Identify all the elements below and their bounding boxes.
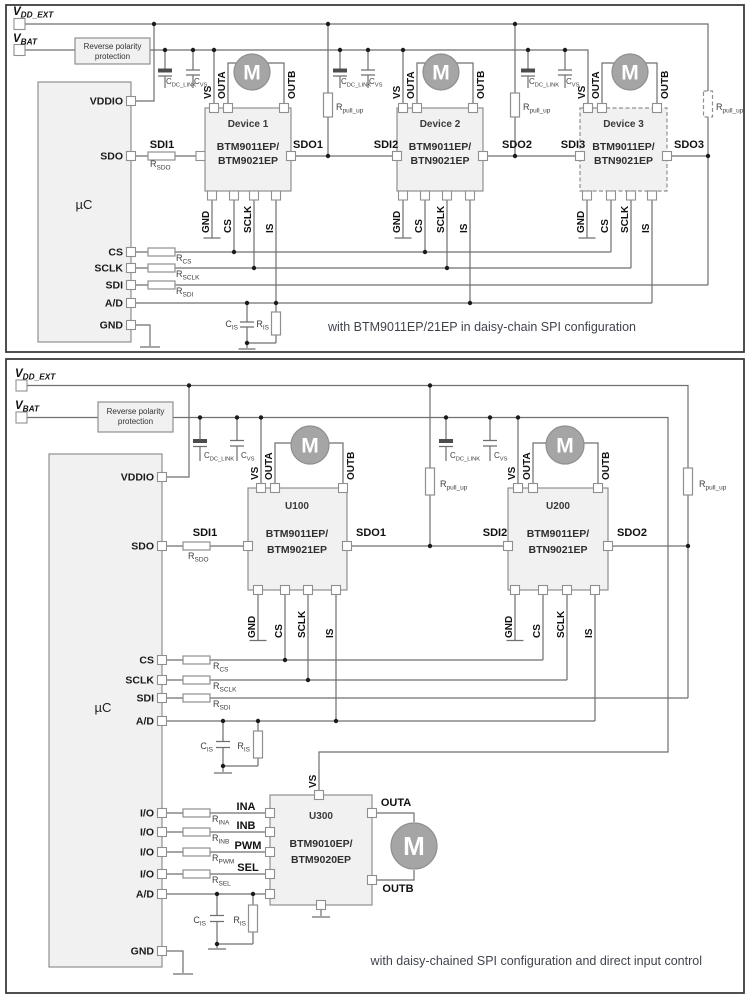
motor-letter: M bbox=[621, 61, 639, 85]
device1-part: BTM9011EP/ bbox=[216, 141, 280, 153]
mcu-pin-vddio bbox=[127, 97, 136, 106]
cap-label-cdclink: $C_{DC\_LINK}$ bbox=[529, 77, 560, 89]
resistor-label-ris: $R_{IS}$ bbox=[256, 319, 269, 332]
u200-ref: U200 bbox=[546, 501, 570, 512]
resistor-label-rsclk: $R_{SCLK}$ bbox=[176, 269, 200, 282]
pin bbox=[257, 484, 266, 493]
resistor-label-rsclk: $R_{SCLK}$ bbox=[213, 681, 237, 694]
pin-label-is: IS bbox=[584, 628, 595, 638]
resistor-label-ris: $R_{IS}$ bbox=[233, 915, 246, 928]
resistor-label-rsdi: $R_{SDI}$ bbox=[176, 286, 194, 299]
pin bbox=[208, 191, 217, 200]
mcu-pin-label-vddio: VDDIO bbox=[89, 95, 123, 108]
mcu-pin-label-sdi: SDI bbox=[136, 692, 154, 705]
cap-label-cis: $C_{IS}$ bbox=[225, 319, 238, 332]
net-label-sdo2: SDO2 bbox=[617, 527, 647, 539]
net-label-sdi1: SDI1 bbox=[149, 139, 175, 151]
resistor-rsclk bbox=[183, 676, 210, 684]
pin bbox=[244, 542, 253, 551]
pin bbox=[339, 484, 348, 493]
device1-title: Device 1 bbox=[227, 119, 269, 130]
mcu-pin-label-vddio: VDDIO bbox=[120, 471, 154, 484]
mcu-pin-label-io: I/O bbox=[139, 807, 154, 820]
u200-part: BTM9011EP/ bbox=[526, 528, 590, 540]
cap-label-cvs: $C_{VS}$ bbox=[494, 451, 508, 463]
resistor-label-rpwm: $R_{PWM}$ bbox=[212, 853, 235, 866]
pin-label-gnd: GND bbox=[201, 210, 212, 233]
pin bbox=[343, 542, 352, 551]
pin-label-outa: OUTA bbox=[406, 71, 417, 99]
mcu-pin-label-io: I/O bbox=[139, 846, 154, 859]
cap-cdclink1-plate bbox=[158, 69, 172, 73]
pin-label-outa: OUTA bbox=[380, 797, 412, 809]
label-vdd-ext: $V_{DD\_EXT}$ bbox=[15, 368, 56, 382]
pin bbox=[563, 586, 572, 595]
pin bbox=[266, 848, 275, 857]
pin bbox=[304, 586, 313, 595]
pin bbox=[413, 104, 422, 113]
pin bbox=[598, 104, 607, 113]
resistor-label-rcs: $R_{CS}$ bbox=[176, 253, 192, 266]
net-label-sdo3: SDO3 bbox=[674, 139, 704, 151]
pin bbox=[576, 152, 585, 161]
mcu-pin-label-io: I/O bbox=[139, 826, 154, 839]
resistor-label-rsdo: $R_{SDO}$ bbox=[150, 159, 171, 172]
resistor-rsdi bbox=[148, 281, 175, 289]
pin-label-gnd: GND bbox=[392, 210, 403, 233]
cap-label-cis: $C_{IS}$ bbox=[193, 915, 206, 928]
pin-label-is: IS bbox=[641, 223, 652, 233]
resistor-ris1 bbox=[254, 731, 263, 758]
resistor-label-rpullup: $R_{pull\_up}$ bbox=[523, 102, 551, 115]
resistor-label-rina: $R_{INA}$ bbox=[212, 814, 230, 827]
panel-daisy-chain-direct bbox=[6, 359, 744, 993]
net-label-sdo1: SDO1 bbox=[293, 139, 323, 151]
pin-label-cs: CS bbox=[532, 624, 543, 638]
pin-label-cs: CS bbox=[274, 624, 285, 638]
mcu-pin-io2 bbox=[158, 828, 167, 837]
mcu-pin-ad bbox=[158, 717, 167, 726]
pin-label-outa: OUTA bbox=[591, 71, 602, 99]
mcu-pin-vddio bbox=[158, 473, 167, 482]
resistor-label-rsdo: $R_{SDO}$ bbox=[188, 551, 209, 564]
mcu-pin-label-sdo: SDO bbox=[131, 540, 154, 553]
pin bbox=[504, 542, 513, 551]
resistor-rcs bbox=[148, 248, 175, 256]
cap-cdclink3-plate bbox=[521, 69, 535, 73]
resistor-rpwm bbox=[183, 848, 210, 856]
pin bbox=[254, 586, 263, 595]
reverse-polarity-label: Reverse polarity bbox=[106, 407, 165, 416]
label-vbat: $V_{BAT}$ bbox=[13, 33, 38, 47]
mcu-pin-sclk bbox=[158, 676, 167, 685]
motor-letter: M bbox=[432, 61, 450, 85]
pin bbox=[230, 191, 239, 200]
resistor-rsclk bbox=[148, 264, 175, 272]
pin bbox=[224, 104, 233, 113]
cap-label-cis: $C_{IS}$ bbox=[200, 741, 213, 754]
cap-label-cdclink: $C_{DC\_LINK}$ bbox=[341, 77, 372, 89]
resistor-label-rpullup: $R_{pull\_up}$ bbox=[336, 102, 364, 115]
mcu-pin-sdo bbox=[158, 542, 167, 551]
pin bbox=[663, 152, 672, 161]
resistor-rsdi bbox=[183, 694, 210, 702]
pin bbox=[317, 901, 326, 910]
resistor-label-rcs: $R_{CS}$ bbox=[213, 661, 229, 674]
pin bbox=[604, 542, 613, 551]
mcu-pin-label-ad: A/D bbox=[135, 888, 154, 901]
pin bbox=[393, 152, 402, 161]
pin bbox=[250, 191, 259, 200]
pin bbox=[287, 152, 296, 161]
pin-label-is: IS bbox=[325, 628, 336, 638]
u100-part: BTM9011EP/ bbox=[265, 528, 329, 540]
pin-label-outa: OUTA bbox=[264, 452, 275, 480]
motor-letter: M bbox=[301, 434, 319, 458]
pin bbox=[514, 484, 523, 493]
pin bbox=[266, 828, 275, 837]
pin bbox=[272, 191, 281, 200]
resistor-rcs bbox=[183, 656, 210, 664]
cap-cdclink2-plate bbox=[439, 439, 453, 443]
mcu-pin-label-ad: A/D bbox=[104, 297, 123, 310]
pin bbox=[529, 484, 538, 493]
pin-label-outa: OUTA bbox=[217, 71, 228, 99]
u200-part: BTN9021EP bbox=[528, 544, 588, 556]
resistor-rpullup-right bbox=[684, 468, 693, 495]
mcu-pin-io3 bbox=[158, 848, 167, 857]
mcu-pin-label-sclk: SCLK bbox=[125, 674, 154, 687]
panel1-caption: with BTM9011EP/21EP in daisy-chain SPI configuration bbox=[327, 320, 636, 334]
pin-label-cs: CS bbox=[600, 219, 611, 233]
mcu-pin-sdo bbox=[127, 152, 136, 161]
pin-label-sclk: SCLK bbox=[620, 205, 631, 233]
mcu-pin-label-io: I/O bbox=[139, 868, 154, 881]
mcu-label: µC bbox=[94, 700, 112, 715]
mcu-pin-ad bbox=[127, 299, 136, 308]
pin-label-cs: CS bbox=[223, 219, 234, 233]
pin-label-vs: VS bbox=[392, 85, 403, 99]
device3-part: BTN9021EP bbox=[594, 155, 653, 167]
device1-part: BTM9021EP bbox=[217, 155, 279, 167]
net-label-sdi2: SDI2 bbox=[482, 527, 508, 539]
reverse-polarity-label: protection bbox=[117, 417, 154, 426]
resistor-rpullup-left bbox=[426, 468, 435, 495]
device2-part: BTM9011EP/ bbox=[408, 141, 472, 153]
resistor-rpullup3 bbox=[704, 91, 713, 117]
resistor-rpullup2 bbox=[511, 93, 520, 117]
pin bbox=[399, 104, 408, 113]
pin bbox=[210, 104, 219, 113]
cap-label-cvs: $C_{VS}$ bbox=[241, 451, 255, 463]
pin bbox=[653, 104, 662, 113]
reverse-polarity-label: protection bbox=[94, 52, 131, 61]
pin bbox=[584, 104, 593, 113]
pin bbox=[539, 586, 548, 595]
pin-label-outb: OUTB bbox=[660, 70, 671, 99]
mcu-pin-label-ad: A/D bbox=[135, 715, 154, 728]
mcu-pin-cs bbox=[127, 248, 136, 257]
mcu-pin-label-sclk: SCLK bbox=[94, 262, 123, 275]
pin-label-outb: OUTB bbox=[476, 70, 487, 99]
net-label-sdo2: SDO2 bbox=[502, 139, 532, 151]
pin-label-gnd: GND bbox=[504, 615, 515, 638]
mcu-pin-io1 bbox=[158, 809, 167, 818]
mcu-pin-gnd bbox=[127, 321, 136, 330]
net-label-sdi2: SDI2 bbox=[373, 139, 399, 151]
pin bbox=[583, 191, 592, 200]
cap-label-cvs: $C_{VS}$ bbox=[369, 77, 383, 89]
pin-label-is: IS bbox=[265, 223, 276, 233]
resistor-rpullup1 bbox=[324, 93, 333, 117]
cap-label-cdclink: $C_{DC\_LINK}$ bbox=[204, 451, 235, 463]
pin-label-sel: SEL bbox=[237, 862, 259, 874]
pin bbox=[591, 586, 600, 595]
pin-label-sclk: SCLK bbox=[556, 610, 567, 638]
cap-cdclink1-plate bbox=[193, 439, 207, 443]
resistor-rsdo bbox=[183, 542, 210, 550]
mcu-pin-sdi bbox=[158, 694, 167, 703]
resistor-rinb bbox=[183, 828, 210, 836]
pin-label-outb: OUTB bbox=[287, 70, 298, 99]
pin-label-outa: OUTA bbox=[522, 452, 533, 480]
pin-label-outb: OUTB bbox=[382, 883, 414, 895]
pin bbox=[315, 791, 324, 800]
pin-label-sclk: SCLK bbox=[297, 610, 308, 638]
pin bbox=[399, 191, 408, 200]
pin-label-outb: OUTB bbox=[601, 451, 612, 480]
pin bbox=[266, 809, 275, 818]
pin bbox=[511, 586, 520, 595]
u300-part: BTM9020EP bbox=[290, 854, 352, 866]
cap-cdclink2-plate bbox=[333, 69, 347, 73]
resistor-label-rpullup: $R_{pull\_up}$ bbox=[440, 479, 468, 492]
pad-vddext bbox=[16, 380, 27, 391]
pin bbox=[266, 890, 275, 899]
pin-label-vs: VS bbox=[507, 466, 518, 480]
pad-vbat bbox=[16, 412, 27, 423]
cap-label-cvs: $C_{VS}$ bbox=[566, 77, 580, 89]
device3-part: BTM9011EP/ bbox=[592, 141, 655, 153]
label-vdd-ext: $V_{DD\_EXT}$ bbox=[13, 6, 54, 20]
resistor-ris bbox=[272, 312, 281, 335]
pin-label-sclk: SCLK bbox=[436, 205, 447, 233]
mcu-pin-cs bbox=[158, 656, 167, 665]
pin-label-inb: INB bbox=[236, 820, 256, 832]
u300-part: BTM9010EP/ bbox=[289, 838, 353, 850]
pin-label-ina: INA bbox=[236, 801, 256, 813]
pin-label-pwm: PWM bbox=[234, 840, 262, 852]
motor-letter: M bbox=[403, 831, 425, 861]
pin bbox=[443, 191, 452, 200]
mcu-pin-label-sdo: SDO bbox=[100, 150, 123, 163]
u100-ref: U100 bbox=[285, 501, 309, 512]
panel-daisy-chain bbox=[6, 5, 744, 352]
pin-label-gnd: GND bbox=[576, 210, 587, 233]
pad-vddext bbox=[14, 19, 25, 30]
pin-label-vs: VS bbox=[203, 85, 214, 99]
label-vbat: $V_{BAT}$ bbox=[15, 400, 40, 414]
net-label-sdo1: SDO1 bbox=[356, 527, 386, 539]
resistor-label-rpullup: $R_{pull\_up}$ bbox=[716, 102, 744, 115]
pin bbox=[466, 191, 475, 200]
mcu-pin-label-cs: CS bbox=[108, 246, 123, 259]
pin-label-vs: VS bbox=[577, 85, 588, 99]
resistor-rina bbox=[183, 809, 210, 817]
pin bbox=[368, 809, 377, 818]
net-label-sdi1: SDI1 bbox=[192, 527, 218, 539]
u100-part: BTM9021EP bbox=[266, 544, 328, 556]
device2-title: Device 2 bbox=[419, 119, 461, 130]
pin bbox=[196, 152, 205, 161]
net-label-sdi3: SDI3 bbox=[560, 139, 586, 151]
pin-label-sclk: SCLK bbox=[243, 205, 254, 233]
device3-title: Device 3 bbox=[603, 119, 644, 130]
mcu-pin-ad2 bbox=[158, 890, 167, 899]
cap-label-cvs: $C_{VS}$ bbox=[194, 77, 208, 89]
pin bbox=[332, 586, 341, 595]
mcu-pin-sdi bbox=[127, 281, 136, 290]
resistor-label-rsel: $R_{SEL}$ bbox=[212, 875, 231, 888]
resistor-rsel bbox=[183, 870, 210, 878]
mcu-pin-io4 bbox=[158, 870, 167, 879]
mcu-pin-sclk bbox=[127, 264, 136, 273]
pin bbox=[479, 152, 488, 161]
cap-label-cdclink: $C_{DC\_LINK}$ bbox=[450, 451, 481, 463]
resistor-ris2 bbox=[249, 905, 258, 932]
resistor-label-rinb: $R_{INB}$ bbox=[212, 833, 230, 846]
mcu-label: µC bbox=[75, 197, 93, 212]
mcu-pin-gnd bbox=[158, 947, 167, 956]
pin bbox=[594, 484, 603, 493]
pin-label-gnd: GND bbox=[247, 615, 258, 638]
pin bbox=[421, 191, 430, 200]
mcu-pin-label-gnd: GND bbox=[130, 945, 154, 958]
pin bbox=[281, 586, 290, 595]
mcu-pin-label-gnd: GND bbox=[99, 319, 123, 332]
device2-part: BTN9021EP bbox=[410, 155, 470, 167]
pin bbox=[627, 191, 636, 200]
pin-label-is: IS bbox=[459, 223, 470, 233]
resistor-label-rsdi: $R_{SDI}$ bbox=[213, 699, 231, 712]
pin bbox=[648, 191, 657, 200]
pin-label-cs: CS bbox=[414, 219, 425, 233]
mcu-pin-label-sdi: SDI bbox=[105, 279, 123, 292]
cap-label-cdclink: $C_{DC\_LINK}$ bbox=[166, 77, 197, 89]
motor-letter: M bbox=[243, 61, 261, 85]
resistor-label-ris: $R_{IS}$ bbox=[237, 741, 250, 754]
pin bbox=[368, 876, 377, 885]
pin-label-vs: VS bbox=[250, 466, 261, 480]
mcu-pin-label-cs: CS bbox=[139, 654, 154, 667]
motor-letter: M bbox=[556, 434, 574, 458]
pin bbox=[280, 104, 289, 113]
u300-ref: U300 bbox=[309, 811, 333, 822]
pin-label-outb: OUTB bbox=[346, 451, 357, 480]
pin bbox=[266, 870, 275, 879]
pin-label-vs: VS bbox=[308, 774, 319, 788]
panel2-caption: with daisy-chained SPI configuration and direct input control bbox=[370, 954, 702, 968]
pin bbox=[607, 191, 616, 200]
pin bbox=[271, 484, 280, 493]
resistor-label-rpullup: $R_{pull\_up}$ bbox=[699, 479, 727, 492]
reverse-polarity-label: Reverse polarity bbox=[83, 42, 142, 51]
pin bbox=[469, 104, 478, 113]
